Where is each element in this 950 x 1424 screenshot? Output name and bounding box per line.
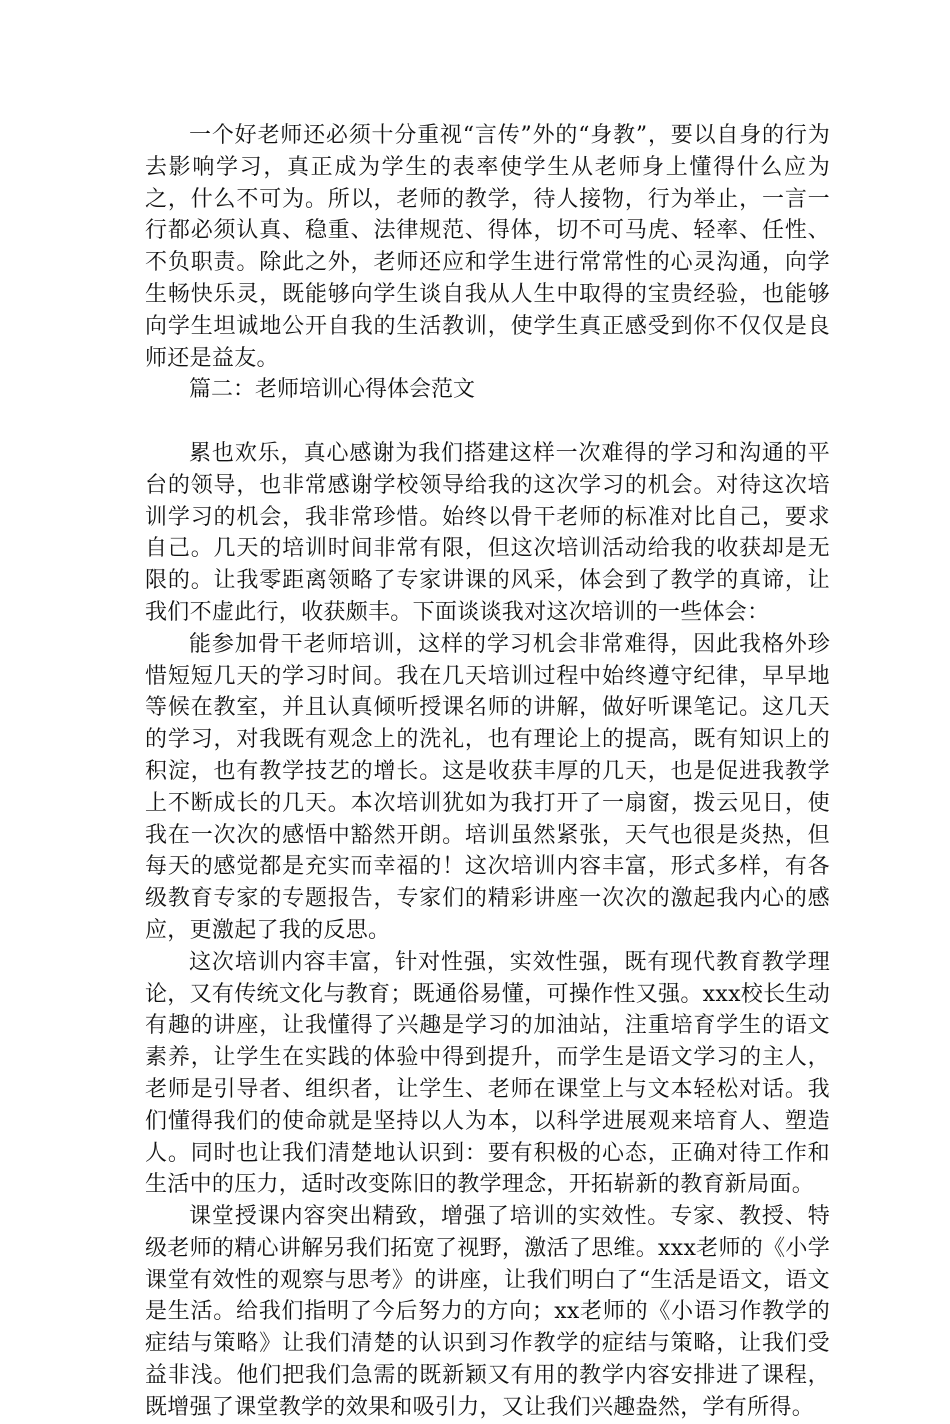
blank-line [145,406,830,438]
paragraph-body: 一个好老师还必须十分重视“言传”外的“身教”，要以自身的行为去影响学习，真正成为学生的表率使学生从老师身上懂得什么应为之，什么不可为。所以，老师的教学，待人接物，行为举止，一言一行都必须认真、稳重、法律规范、得体，切不可马虎、轻率、任性、不负职责。除此之外，老师还应和学生进行常常性的心灵沟通，向学生畅快乐灵，既能够向学生谈自我从人生中取得的宝贵经验，也能够向学生坦诚地公开自我的生活教训，使学生真正感受到你不仅仅是良师还是益友。 [145,123,830,371]
section-heading: 篇二：老师培训心得体会范文 [189,377,476,403]
paragraph-body: 累也欢乐，真心感谢为我们搭建这样一次难得的学习和沟通的平台的领导，也非常感谢学校领导给我的这次学习的机会。对待这次培训学习的机会，我非常珍惜。始终以骨干老师的标准对比自己，要求自己。几天的培训时间非常有限，但这次培训活动给我的收获却是无限的。让我零距离领略了专家讲课的风采，体会到了教学的真谛，让我们不虚此行，收获颇丰。下面谈谈我对这次培训的一些体会： [145,440,830,625]
paragraph-body: 能参加骨干老师培训，这样的学习机会非常难得，因此我格外珍惜短短几天的学习时间。我在几天培训过程中始终遵守纪律，早早地等候在教室，并且认真倾听授课名师的讲解，做好听课笔记。这几天的学习，对我既有观念上的洗礼，也有理论上的提高，既有知识上的积淀，也有教学技艺的增长。这是收获丰厚的几天，也是促进我教学上不断成长的几天。本次培训犹如为我打开了一扇窗，拨云见日，使我在一次次的感悟中豁然开朗。培训虽然紧张，天气也很是炎热，但每天的感觉都是充实而幸福的！这次培训内容丰富，形式多样，有各级教育专家的专题报告，专家们的精彩讲座一次次的激起我内心的感应，更激起了我的反思。 [145,631,830,943]
paragraph-body: 课堂授课内容突出精致，增强了培训的实效性。专家、教授、特级老师的精心讲解另我们拓宽了视野，激活了思维。xxx老师的《小学课堂有效性的观察与思考》的讲座，让我们明白了“生活是语文，语文是生活。给我们指明了今后努力的方向；xx老师的《小语习作教学的症结与策略》让我们清楚的认识到习作教学的症结与策略，让我们受益非浅。他们把我们急需的既新颖又有用的教学内容安排进了课程，既增强了课堂教学的效果和吸引力，又让我们兴趣盎然，学有所得。 [145,1204,830,1420]
document-page [145,120,830,1424]
paragraph-body: 这次培训内容丰富，针对性强，实效性强，既有现代教育教学理论，又有传统文化与教育；既通俗易懂，可操作性又强。xxx校长生动有趣的讲座，让我懂得了兴趣是学习的加油站，注重培育学生的语文素养，让学生在实践的体验中得到提升，而学生是语文学习的主人，老师是引导者、组织者，让学生、老师在课堂上与文本轻松对话。我们懂得我们的使命就是坚持以人为本，以科学进展观来培育人、塑造人。同时也让我们清楚地认识到：要有积极的心态，正确对待工作和生活中的压力，适时改变陈旧的教学理念，开拓崭新的教育新局面。 [145,949,830,1198]
